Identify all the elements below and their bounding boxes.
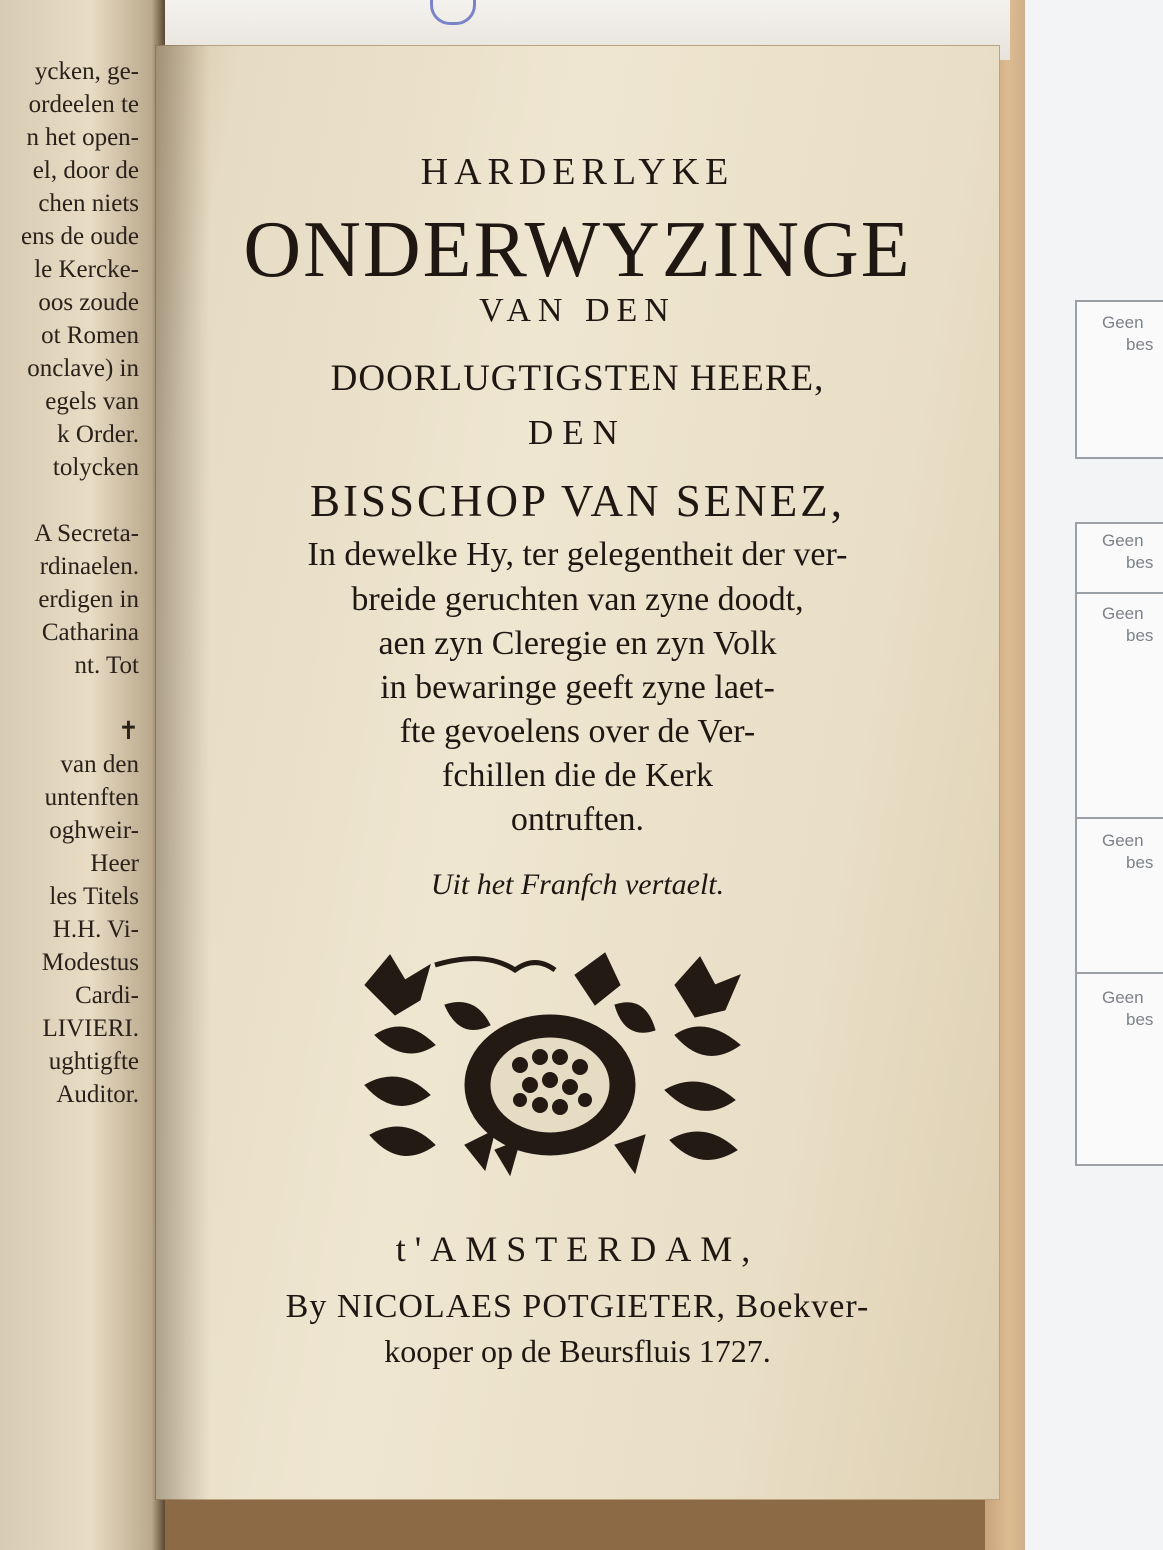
left-facing-page: [0, 0, 165, 1550]
body-line: breide geruchten van zyne doodt,: [351, 581, 804, 618]
left-page-line: A Secreta-: [34, 520, 139, 547]
left-page-line: [0, 682, 139, 715]
left-page-line: ycken, ge-: [34, 58, 139, 85]
form-label-line: bes: [1126, 1010, 1154, 1029]
imprint-address: kooper op de Beursfluis 1727.: [384, 1333, 771, 1369]
form-label-line: Geen: [1102, 313, 1144, 332]
left-page-text: [0, 55, 139, 1111]
form-label-line: Geen: [1102, 604, 1144, 623]
left-page-line: k Order.: [57, 421, 139, 448]
form-label: [1102, 312, 1163, 356]
title-line-5: DEN: [528, 413, 627, 452]
left-page-line: Heer: [90, 850, 139, 877]
translation-note: Uit het Franfch vertaelt.: [430, 868, 725, 901]
form-label: [1102, 987, 1163, 1031]
left-page-line: H.H. Vi-: [52, 916, 139, 943]
form-label-line: bes: [1126, 335, 1154, 354]
left-page-line: tolycken: [52, 454, 139, 481]
form-label-line: bes: [1126, 553, 1154, 572]
title-line-3: VAN DEN: [479, 292, 676, 329]
left-page-line: rdinaelen.: [39, 553, 139, 580]
body-line: fte gevoelens over de Ver-: [399, 713, 756, 750]
title-line-6: BISSCHOP VAN SENEZ,: [309, 476, 846, 526]
form-label-line: Geen: [1102, 831, 1144, 850]
left-page-line: Auditor.: [56, 1081, 139, 1108]
left-page-line: les Titels: [49, 883, 139, 910]
left-page-line: nt. Tot: [74, 652, 139, 679]
title-line-1: HARDERLYKE: [420, 151, 735, 193]
left-page-line: [0, 484, 139, 517]
body-line: In dewelke Hy, ter gelegentheit der ver-: [307, 536, 848, 573]
form-label: [1102, 830, 1163, 874]
body-line: aen zyn Cleregie en zyn Volk: [378, 625, 777, 662]
left-page-line: erdigen in: [38, 586, 139, 613]
form-label-line: bes: [1126, 853, 1154, 872]
form-label-line: Geen: [1102, 531, 1144, 550]
left-page-line: onclave) in: [27, 355, 139, 382]
imprint-city: t'AMSTERDAM,: [395, 1229, 760, 1269]
left-page-line: LIVIERI.: [42, 1015, 139, 1042]
left-page-line: ✝: [118, 718, 139, 745]
left-page-line: ens de oude: [20, 223, 139, 250]
form-label: [1102, 603, 1163, 647]
pen-scribble-icon: [430, 0, 476, 25]
form-label-line: bes: [1126, 626, 1154, 645]
left-page-line: van den: [60, 751, 139, 778]
title-line-4: DOORLUGTIGSTEN HEERE,: [330, 358, 825, 399]
left-page-line: Cardi-: [75, 982, 139, 1009]
left-page-line: Modestus: [41, 949, 139, 976]
left-page-line: le Kercke-: [34, 256, 139, 283]
title-main: ONDERWYZINGE: [243, 206, 912, 294]
left-page-line: egels van: [45, 388, 139, 415]
left-page-line: n het open-: [26, 124, 139, 151]
left-page-line: oos zoude: [38, 289, 139, 316]
form-label: [1102, 530, 1163, 574]
left-page-line: chen niets: [38, 190, 139, 217]
left-page-line: ot Romen: [41, 322, 139, 349]
body-line: fchillen die de Kerk: [442, 757, 713, 794]
left-page-line: untenften: [44, 784, 139, 811]
left-page-line: el, door de: [32, 157, 139, 184]
body-line: in bewaringe geeft zyne laet-: [380, 669, 775, 706]
left-page-line: Catharina: [41, 619, 139, 646]
imprint-publisher: By NICOLAES POTGIETER, Boekver-: [285, 1288, 870, 1325]
form-label-line: Geen: [1102, 988, 1144, 1007]
left-page-line: ordeelen te: [28, 91, 139, 118]
left-page-line: oghweir-: [49, 817, 139, 844]
left-page-line: ughtigfte: [48, 1048, 139, 1075]
woodcut-flower-ornament-icon: [345, 945, 755, 1180]
body-line: ontruften.: [510, 801, 645, 838]
